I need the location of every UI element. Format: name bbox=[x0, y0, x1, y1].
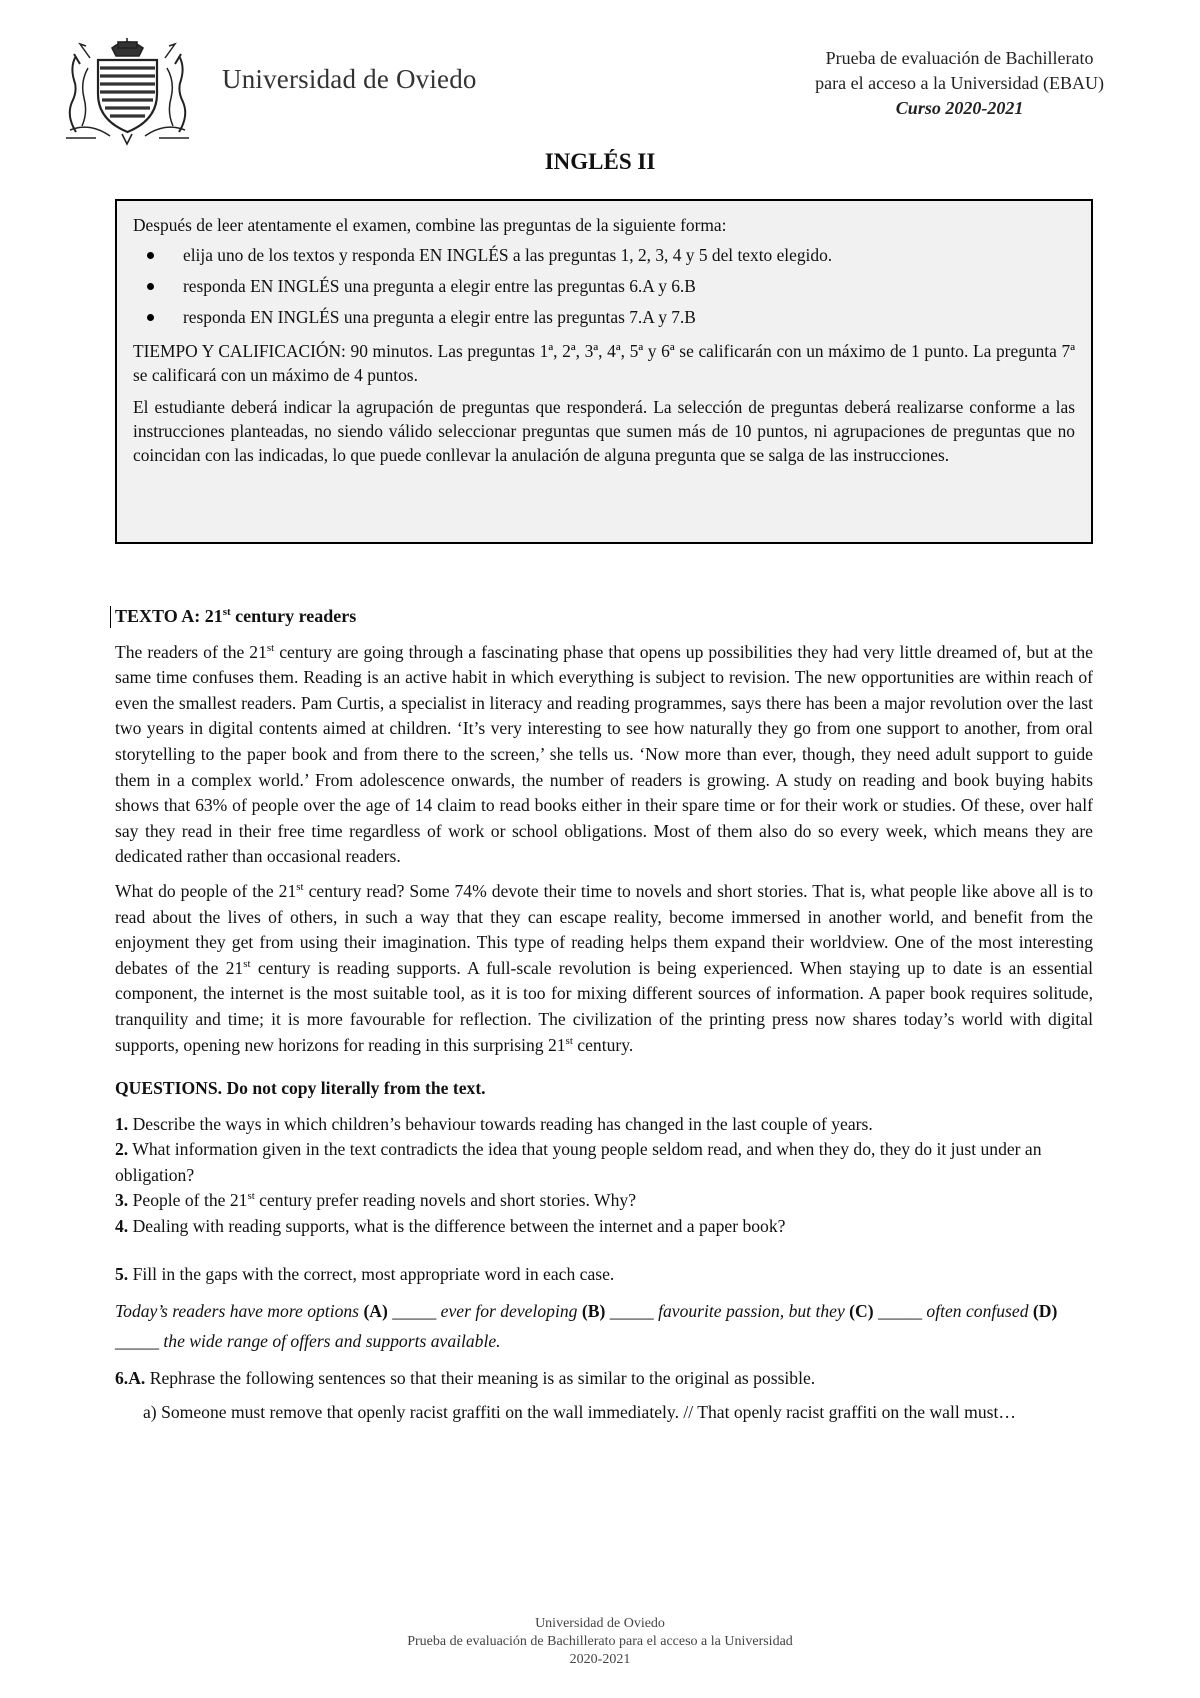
exam-header-line2: para el acceso a la Universidad (EBAU) bbox=[815, 73, 1104, 93]
university-name: Universidad de Oviedo bbox=[222, 64, 477, 94]
text-a-paragraph-1: The readers of the 21st century are going through a fascinating phase that opens up possibilities they had very little dreamed of, but at the same time confuses them. Reading is an active habit in which everything is subject to revision. The new opportunities are within reach of even the smallest readers. Pam Curtis, a specialist in literacy and reading programmes, says there has been a major revolution over the last two years in digital contents aimed at children. ‘It’s very interesting to see how naturally they go from one support to another, from oral storytelling to the paper book and from there to the screen,’ she tells us. ‘Now more than ever, though, they need adult support to guide them in a complex world.’ From adolescence onwards, the number of readers is growing. A study on reading and book buying habits shows that 63% of people over the age of 14 claim to read books either in their spare time or for their work or studies. Of these, over half say they read in their free time regardless of work or school obligations. Most of them also do so every week, which means they are dedicated rather than occasional readers. bbox=[115, 641, 1093, 867]
question-1: 1. Describe the ways in which children’s behaviour towards reading has changed in the last couple of years. bbox=[115, 1113, 873, 1134]
exam-header bbox=[815, 46, 1104, 121]
page-title: INGLÉS II bbox=[544, 149, 656, 174]
exam-header-line1: Prueba de evaluación de Bachillerato bbox=[825, 48, 1094, 68]
course-year: Curso 2020-2021 bbox=[895, 98, 1024, 118]
university-coat-of-arms-icon bbox=[60, 38, 195, 146]
bullet-icon bbox=[147, 252, 154, 259]
text-a-paragraph-2: What do people of the 21st century read? Some 74% devote their time to novels and short stories. That is, what people like above all is to read about the lives of others, in such a way that they can escape reality, become immersed in another world, and benefit from the enjoyment they get from using their imagination. This type of reading helps them expand their worldview. One of the most interesting debates of the 21st century is reading supports. A full-scale revolution is being experienced. When staying up to date is an essential component, the internet is the most suitable tool, as it is too for mixing different sources of information. A paper book requires solitude, tranquility and time; it is more favourable for reflection. The civilization of the printing press now shares today’s world with digital supports, opening new horizons for reading in this surprising 21st century. bbox=[115, 880, 1094, 1055]
question-5: 5. Fill in the gaps with the correct, most appropriate word in each case. bbox=[115, 1263, 615, 1284]
page-footer bbox=[0, 1615, 1200, 1669]
list-item: responda EN INGLÉS una pregunta a elegir entre las preguntas 7.A y 7.B bbox=[183, 305, 1075, 329]
list-item: elija uno de los textos y responda EN INGLÉS a las preguntas 1, 2, 3, 4 y 5 del texto elegido. bbox=[183, 243, 1075, 267]
exam-body bbox=[115, 604, 1093, 1425]
question-2: 2. What information given in the text contradicts the idea that young people seldom read, and when they do, they do it just under an obligation? bbox=[115, 1139, 1042, 1185]
footer-line2: Prueba de evaluación de Bachillerato para el acceso a la Universidad bbox=[407, 1634, 793, 1649]
question-4: 4. Dealing with reading supports, what is the difference between the internet and a paper book? bbox=[115, 1216, 786, 1237]
instructions-intro: Después de leer atentamente el examen, combine las preguntas de la siguiente forma: bbox=[133, 215, 727, 235]
question-6a-item-a: a) Someone must remove that openly racist graffiti on the wall immediately. // That openly racist graffiti on the wall must… bbox=[143, 1401, 1016, 1422]
instructions-box bbox=[115, 199, 1093, 544]
footer-line1: Universidad de Oviedo bbox=[535, 1616, 665, 1631]
instructions-list bbox=[133, 243, 1075, 329]
footer-line3: 2020-2021 bbox=[569, 1652, 631, 1667]
bullet-icon bbox=[147, 314, 154, 321]
text-a-title: TEXTO A: 21st century readers bbox=[115, 604, 1093, 630]
question-3: 3. People of the 21st century prefer reading novels and short stories. Why? bbox=[115, 1190, 637, 1211]
questions-heading: QUESTIONS. Do not copy literally from the text. bbox=[115, 1078, 486, 1099]
instructions-selection: El estudiante deberá indicar la agrupación de preguntas que responderá. La selección de preguntas deberá realizarse conforme a las instrucciones planteadas, no siendo válido seleccionar preguntas que sumen más de 10 puntos, ni agrupaciones de preguntas que no coincidan con las indicadas, lo que puede conllevar la anulación de alguna pregunta que se salga de las instrucciones. bbox=[133, 397, 1075, 465]
instructions-timing: TIEMPO Y CALIFICACIÓN: 90 minutos. Las preguntas 1ª, 2ª, 3ª, 4ª, 5ª y 6ª se calificarán con un máximo de 1 punto. La pregunta 7ª se calificará con un máximo de 4 puntos. bbox=[133, 341, 1075, 385]
bullet-icon bbox=[147, 283, 154, 290]
gap-fill-sentence: Today’s readers have more options (A) _____ ever for developing (B) _____ favourite passion, but they (C) _____ often confused (D) _____ the wide range of offers and supports available. bbox=[115, 1301, 1058, 1352]
list-item: responda EN INGLÉS una pregunta a elegir entre las preguntas 6.A y 6.B bbox=[183, 274, 1075, 298]
question-6a: 6.A. Rephrase the following sentences so that their meaning is as similar to the original as possible. bbox=[115, 1368, 816, 1389]
text-cursor bbox=[110, 606, 111, 628]
